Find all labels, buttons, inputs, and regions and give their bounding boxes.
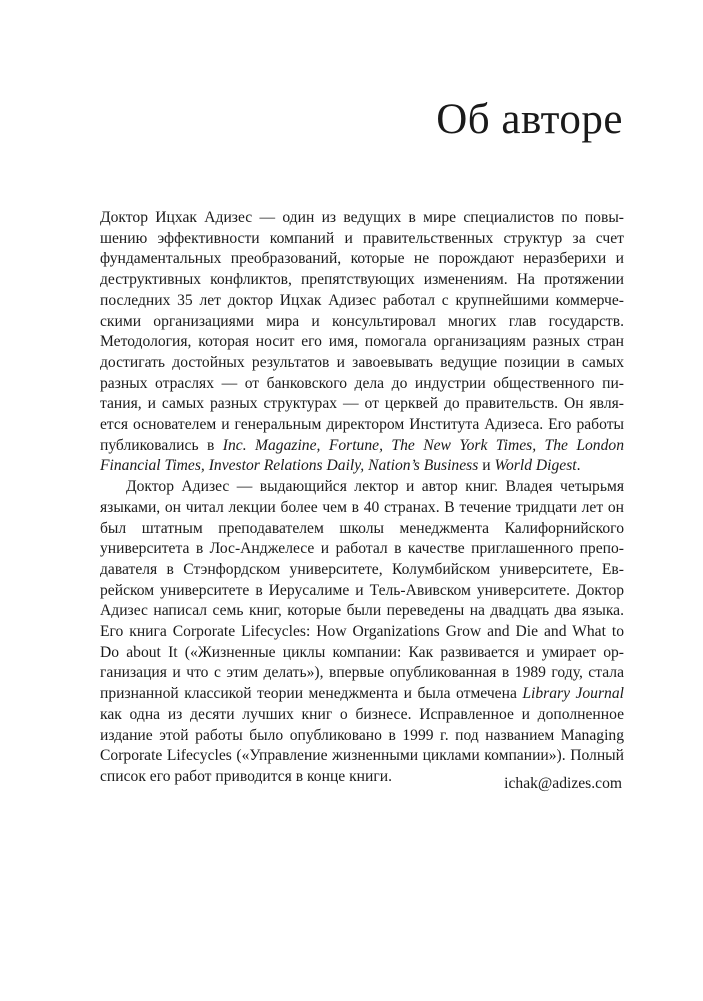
paragraph-2-text: Доктор Адизес — выдающийся лектор и автор книг. Владея четырьмя языками, он читал лекции более чем в 40 странах. В течение тридцати лет он был штатным преподавателем школы менеджмента Калифорнийского университета в Лос-Анджелесе и работал в качестве приглашенного преподавателя в Стэнфордском университете, Колумбийском университете, Еврейском университете в Иерусалиме и Тель-Авивском университете. Доктор Адизес написал семь книг, которые были переведены на двадцать два языка. Его книга Corporate Lifecycles: How Organizations Grow and Die and What to Do about It («Жизненные циклы компании: Как развивается и умирает организация и что с этим делать»), впервые опубликованная в 1989 году, стала признанной классикой теории менеджмента и была отмечена [100,478,624,703]
paragraph-1-end: . [576,457,581,475]
conjunction: и [478,457,495,475]
paragraph-1-text: Доктор Ицхак Адизес — один из ведущих в мире специалистов по повышению эффективности компаний и правительственных структур за счет фундаментальных преобразований, которые не порождают неразберихи и деструктивных конфликтов, препятствующих изменениям. На протяжении последних 35 лет доктор Ицхак Адизес работал с крупнейшими коммерческими организациями мира и консультировал многих глав государств. Методология, которая носит его имя, помогала организациям разных стран достигать достойных результатов и завоевывать ведущие позиции в самых разных отраслях — от банковского дела до индустрии общественного питания, и самых разных структурах — от церквей до правительств. Он является основателем и генеральным директором Института Адизеса. Его работы публиковались в [100,209,624,454]
paragraph-2-text-end: как одна из десяти лучших книг о бизнесе. Исправленное и дополненное издание этой работы было опубликовано в 1999 г. под названием Managing Corporate Lifecycles («Управление жизненными циклами компании»). Полный список его работ приводится в конце книги. [100,705,624,785]
publication-last: World Digest [494,457,577,475]
author-email: ichak@adizes.com [504,775,622,792]
body-text [100,208,624,788]
paragraph-1 [100,208,624,477]
library-journal: Library Journal [522,685,624,703]
publication-list: Inc. Magazine, Fortune, The New York Times, The London Financial Times, Investor Relations Daily, Nation’s Business [100,436,624,475]
paragraph-2 [100,477,624,788]
page-title: Об авторе [436,96,623,143]
